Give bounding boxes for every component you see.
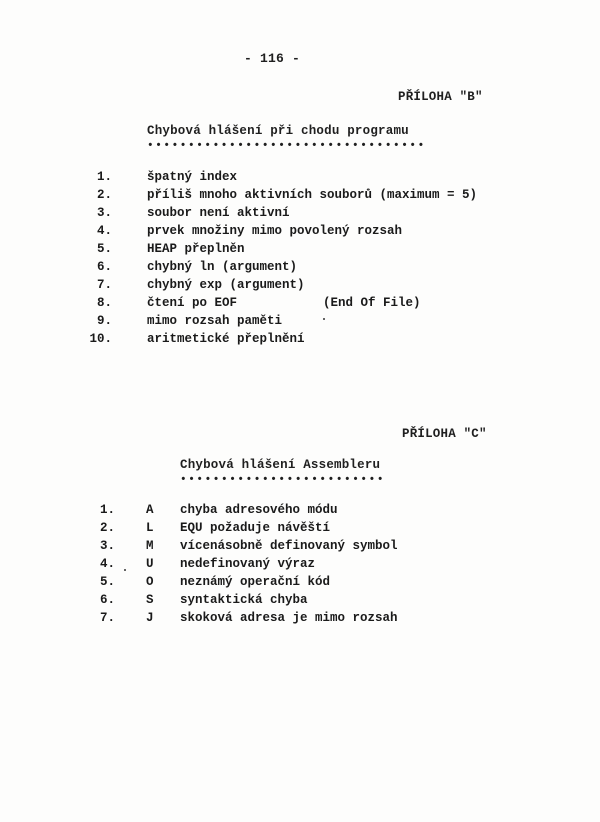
item-number: 5. (96, 242, 112, 256)
item-code: U (146, 557, 154, 571)
list-item (0, 224, 600, 242)
ink-speck (124, 569, 126, 571)
item-text: neznámý operační kód (180, 575, 331, 589)
item-number: 3. (96, 206, 112, 220)
list-item (0, 332, 600, 350)
list-item (0, 188, 600, 206)
item-text: špatný index (147, 170, 238, 184)
item-number: 4. (96, 224, 112, 238)
item-number: 6. (96, 260, 112, 274)
list-item (0, 611, 600, 629)
item-note: (End Of File) (323, 296, 421, 310)
item-text: syntaktická chyba (180, 593, 308, 607)
item-code: A (146, 503, 154, 517)
list-item (0, 242, 600, 260)
item-number: 6. (99, 593, 115, 607)
appendix-b-label: PŘÍLOHA "B" (398, 90, 483, 104)
list-item (0, 575, 600, 593)
item-text: chybný exp (argument) (147, 278, 305, 292)
item-number: 7. (96, 278, 112, 292)
list-item (0, 170, 600, 188)
item-text: aritmetické přeplnění (147, 332, 305, 346)
ink-speck (323, 318, 325, 320)
list-item (0, 593, 600, 611)
item-text: chybný ln (argument) (147, 260, 298, 274)
item-number: 8. (96, 296, 112, 310)
item-text: vícenásobně definovaný symbol (180, 539, 398, 553)
item-number: 5. (99, 575, 115, 589)
page-number: - 116 - (244, 51, 301, 66)
item-number: 2. (99, 521, 115, 535)
appendix-c-heading: Chybová hlášení Assembleru (180, 458, 381, 472)
item-text: soubor není aktivní (147, 206, 290, 220)
item-code: S (146, 593, 154, 607)
list-item (0, 314, 600, 332)
item-text: mimo rozsah paměti (147, 314, 283, 328)
list-item (0, 278, 600, 296)
appendix-c-label: PŘÍLOHA "C" (402, 427, 487, 441)
item-number: 4. (99, 557, 115, 571)
list-item (0, 260, 600, 278)
appendix-b-underline: •••••••••••••••••••••••••••••••••• (147, 140, 426, 152)
item-number: 1. (96, 170, 112, 184)
appendix-c-underline: ••••••••••••••••••••••••• (180, 474, 386, 486)
item-code: L (146, 521, 154, 535)
item-text: prvek množiny mimo povolený rozsah (147, 224, 403, 238)
item-code: M (146, 539, 154, 553)
item-text: nedefinovaný výraz (180, 557, 316, 571)
list-item (0, 539, 600, 557)
item-number: 10. (89, 332, 112, 346)
list-item (0, 521, 600, 539)
list-item (0, 503, 600, 521)
item-number: 9. (96, 314, 112, 328)
list-item (0, 206, 600, 224)
item-text: HEAP přeplněn (147, 242, 245, 256)
item-text: EQU požaduje návěští (180, 521, 331, 535)
item-text: skoková adresa je mimo rozsah (180, 611, 398, 625)
item-number: 7. (99, 611, 115, 625)
item-text: příliš mnoho aktivních souborů (maximum = 5) (147, 188, 478, 202)
list-item (0, 557, 600, 575)
appendix-b-heading: Chybová hlášení při chodu programu (147, 124, 409, 138)
list-item (0, 296, 600, 314)
item-number: 2. (96, 188, 112, 202)
item-text: chyba adresového módu (180, 503, 338, 517)
item-number: 3. (99, 539, 115, 553)
item-code: O (146, 575, 154, 589)
item-text: čtení po EOF (147, 296, 238, 310)
item-code: J (146, 611, 154, 625)
item-number: 1. (99, 503, 115, 517)
